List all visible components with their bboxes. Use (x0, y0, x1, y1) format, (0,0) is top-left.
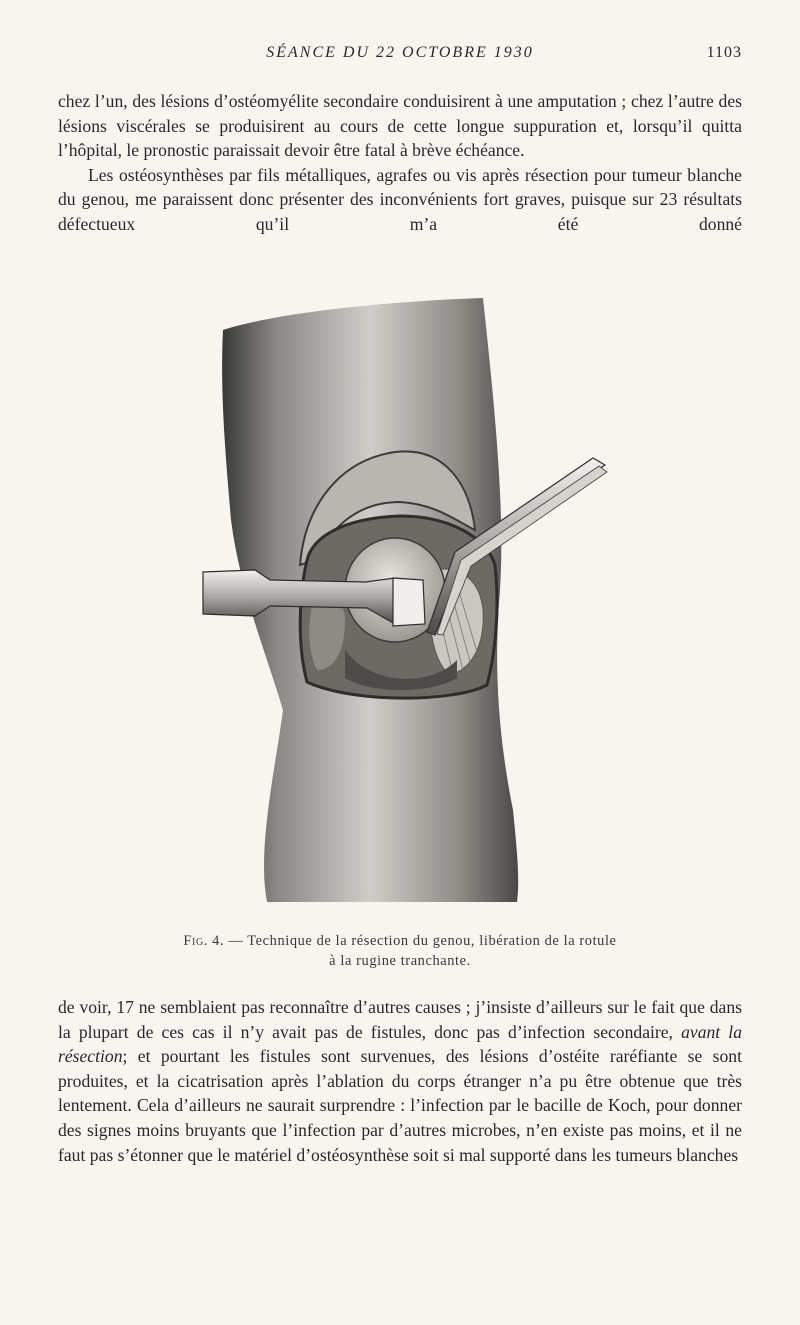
caption-line-1 (80, 931, 720, 951)
paragraph: chez l’un, des lésions d’ostéomyélite secondaire conduisirent à une amputation ; chez l’autre des lésions viscérales se produisirent au cours de cette longue suppuration et, lorsqu’il quitta l’hôpital, le pronostic paraissait devoir être fatal à brève échéance. (58, 91, 742, 161)
figure-label: Fig. 4. — (183, 933, 244, 949)
page-number: 1103 (706, 44, 742, 61)
figure-caption (80, 931, 720, 971)
running-head (0, 44, 800, 66)
caption-text: Technique de la résection du genou, libération de la rotule (247, 933, 617, 949)
knee-resection-illustration (195, 290, 620, 910)
text-segment: de voir, 17 ne semblaient pas reconnaître d’autres causes ; j’insiste d’ailleurs sur le fait que dans la plupart de ces cas il n’y avait pas de fistules, donc pas d’infection secondaire, (58, 997, 742, 1042)
body-text-bottom (58, 995, 742, 1167)
body-text-top (58, 89, 742, 237)
caption-line-2: à la rugine tranchante. (329, 953, 471, 969)
raspatory-blade (393, 578, 425, 626)
paragraph (58, 995, 742, 1167)
italic-phrase: avant la résection (58, 1021, 742, 1067)
paragraph: Les ostéosynthèses par fils métalliques, agrafes ou vis après résection pour tumeur blanche du genou, me paraissent donc présenter des inconvénients fort graves, puisque sur 23 résultats défectueux qu’il m’a été donné (58, 164, 742, 234)
running-head-title: SÉANCE DU 22 OCTOBRE 1930 (266, 44, 534, 61)
text-segment: ; et pourtant les fistules sont survenues, des lésions d’ostéite raréfiante se sont produites, et la cicatrisation après l’ablation du corps étranger n’a pu être obtenue que très lentement. Cela d’ailleurs ne saurait surprendre : l’infection par le bacille de Koch, pour donner des signes moins bruyants que l’infection par d’autres microbes, n’en existe pas moins, et il ne faut pas s’étonner que le matériel d’ostéosynthèse soit si mal supporté dans les tumeurs blanches (58, 1046, 742, 1165)
